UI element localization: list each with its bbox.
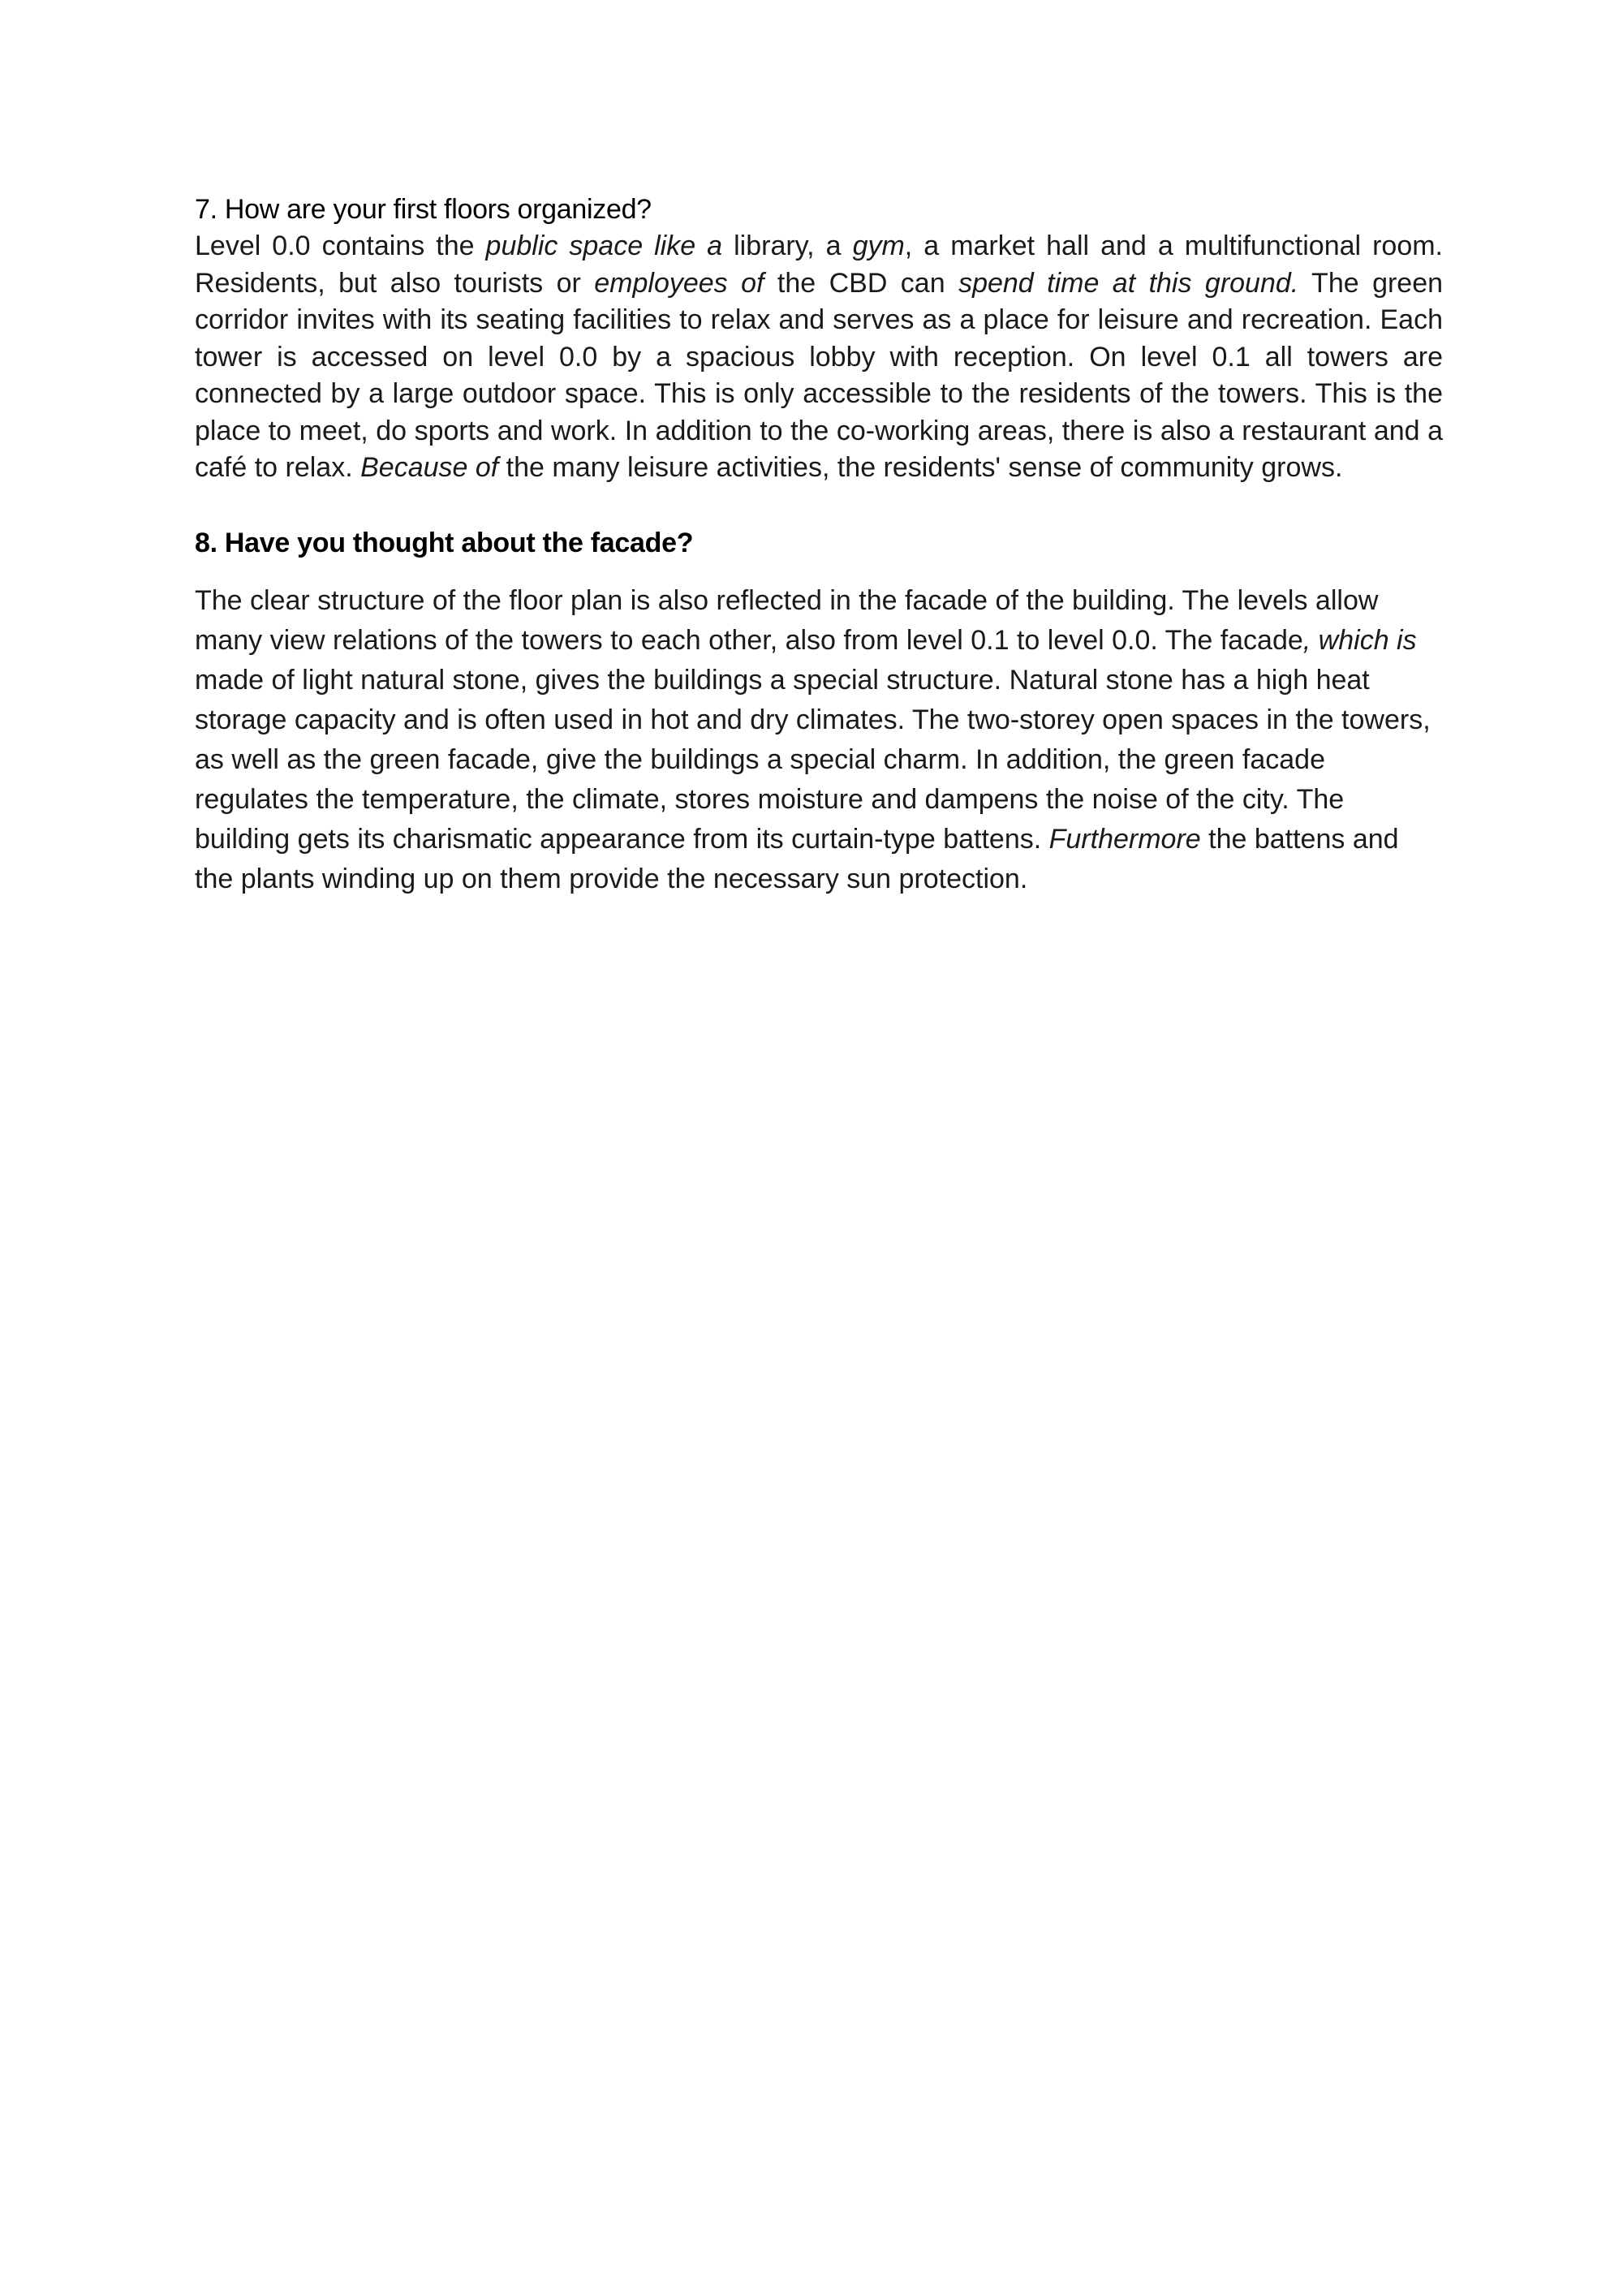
answer-text-segment: Because of bbox=[360, 452, 499, 483]
answer-text-segment: public space like a bbox=[485, 230, 723, 261]
question-7-heading: 7. How are your first floors organized? bbox=[195, 194, 652, 225]
question-8-heading: 8. Have you thought about the facade? bbox=[195, 527, 694, 558]
answer-text-segment: Furthermore bbox=[1048, 823, 1201, 855]
answer-text-segment: the CBD can bbox=[764, 267, 959, 299]
document-content bbox=[195, 191, 1443, 899]
answer-text-segment: , which is bbox=[1302, 624, 1417, 656]
answer-text-segment: , a market hall and a multifunctional room. Residents, but also tourists or bbox=[195, 230, 1444, 299]
answer-text-segment: gym bbox=[852, 230, 905, 261]
question-8-answer bbox=[195, 581, 1443, 899]
answer-text-segment: the many leisure activities, the residents' sense of community grows. bbox=[498, 452, 1343, 483]
answer-text-segment: The green corridor invites with its seating facilities to relax and serves as a place for leisure and recreation. Each tower is accessed on level 0.0 by a spacious lobby with reception. On level 0.1 all towers are connected by a large outdoor space. This is only accessible to the residents of the towers. This is the place to meet, do sports and work. In addition to the co-working areas, there is also a restaurant and a café to relax. bbox=[195, 267, 1444, 483]
answer-text-segment: Level 0.0 contains the bbox=[195, 230, 486, 261]
question-7-answer bbox=[195, 228, 1443, 487]
answer-text-segment: the battens and the plants winding up on them provide the necessary sun protection. bbox=[195, 823, 1399, 894]
answer-text-segment: employees of bbox=[594, 267, 764, 299]
answer-text-segment: The clear structure of the floor plan is also reflected in the facade of the building. The levels allow many view relations of the towers to each other, also from level 0.1 to level 0.0. The facade bbox=[195, 584, 1379, 656]
answer-text-segment: made of light natural stone, gives the buildings a special structure. Natural stone has a high heat storage capacity and is often used in hot and dry climates. The two-storey open spaces in the towers, as well as the green facade, give the buildings a special charm. In addition, the green facade regulates the temperature, the climate, stores moisture and dampens the noise of the city. The building gets its charismatic appearance from its curtain-type battens. bbox=[195, 664, 1431, 855]
answer-text-segment: spend time at this ground. bbox=[958, 267, 1299, 299]
answer-text-segment: library, a bbox=[722, 230, 853, 261]
